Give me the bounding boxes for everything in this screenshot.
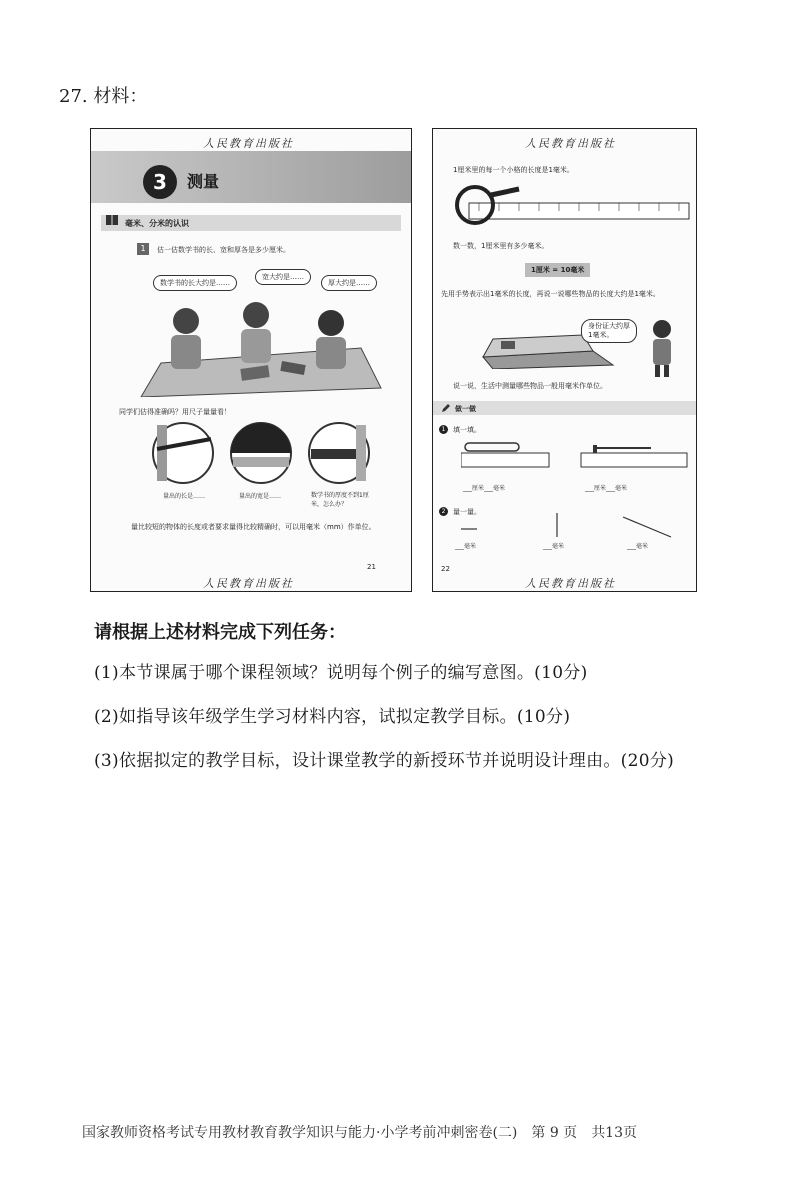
practice-number-2: 2 (439, 507, 448, 516)
page-footer (82, 1122, 651, 1142)
footer-page: 第 9 页 (531, 1125, 578, 1141)
ruler-with-magnifier (449, 185, 691, 231)
practice-1-label: 填一填。 (453, 426, 481, 434)
caption-width: 量出的宽是…… (239, 493, 282, 500)
instruction-text: 先用手势表示出1毫米的长度，再说一说哪些物品的长度大约是1毫米。 (441, 290, 660, 298)
discuss-text: 说一说，生活中测量哪些物品一般用毫米作单位。 (453, 382, 607, 390)
measure-prompt: 同学们估得准确吗？用尺子量量看！ (119, 408, 231, 416)
item-prompt: 估一估数学书的长、宽和厚各是多少厘米。 (157, 246, 290, 254)
measure-blank-3: ___毫米 (627, 543, 649, 550)
publisher-footer: 人民教育出版社 (525, 577, 616, 590)
card-speech-bubble: 身份证大约厚1毫米。 (581, 319, 637, 343)
task-item-2: (2)如指导该年级学生学习材料内容，试拟定教学目标。(10分) (94, 707, 571, 727)
intro-text: 1厘米里的每一个小格的长度是1毫米。 (453, 166, 574, 174)
students-illustration (131, 293, 391, 397)
paperclip-nail-rulers (461, 439, 691, 475)
chapter-title: 测量 (187, 172, 220, 191)
footer-total: 共13页 (591, 1125, 638, 1141)
publisher-footer: 人民教育出版社 (203, 577, 294, 590)
task-item-1: (1)本节课属于哪个课程领域？说明每个例子的编写意图。(10分) (94, 663, 588, 683)
chapter-banner (91, 151, 411, 203)
item-number: 1 (137, 243, 149, 255)
publisher-header: 人民教育出版社 (525, 137, 616, 150)
count-prompt: 数一数，1厘米里有多少毫米。 (453, 242, 549, 250)
caption-thickness: 数学书的厚度不到1厘米，怎么办？ (311, 492, 369, 508)
textbook-page-right (432, 128, 697, 592)
section-title: 毫米、分米的认识 (125, 219, 189, 228)
caption-length: 量出的长是…… (163, 493, 206, 500)
speech-bubble-length: 数学书的长大约是…… (153, 275, 237, 291)
practice-2-label: 量一量。 (453, 508, 481, 516)
formula-box: 1厘米 = 10毫米 (525, 263, 590, 277)
chapter-number: 3 (143, 165, 177, 199)
fill-blank-1: ___厘米___毫米 (463, 485, 506, 492)
practice-number-1: 1 (439, 425, 448, 434)
practice-title: 做一做 (455, 405, 476, 413)
conclusion-text: 量比较短的物体的长度或者要求量得比较精确时，可以用毫米（mm）作单位。 (131, 523, 376, 531)
task-item-3: (3)依据拟定的教学目标，设计课堂教学的新授环节并说明设计理由。(20分) (94, 751, 675, 771)
line-segments (453, 507, 683, 547)
speech-bubble-thickness: 厚大约是…… (321, 275, 377, 291)
question-number: 27. 材料： (59, 86, 148, 107)
textbook-page-left (90, 128, 412, 592)
girl-illustration (645, 319, 679, 377)
book-icon (105, 213, 119, 227)
publisher-header: 人民教育出版社 (203, 137, 294, 150)
page-number-left: 21 (367, 563, 376, 571)
pencil-icon (441, 403, 451, 413)
footer-exam-title: 国家教师资格考试专用教材教育教学知识与能力·小学考前冲刺密卷(二) (82, 1125, 518, 1141)
ruler-closeups (151, 421, 401, 485)
measure-blank-2: ___毫米 (543, 543, 565, 550)
task-heading: 请根据上述材料完成下列任务： (94, 622, 346, 643)
page-number-right: 22 (441, 565, 450, 573)
fill-blank-2: ___厘米___毫米 (585, 485, 628, 492)
speech-bubble-width: 宽大约是…… (255, 269, 311, 285)
measure-blank-1: ___毫米 (455, 543, 477, 550)
